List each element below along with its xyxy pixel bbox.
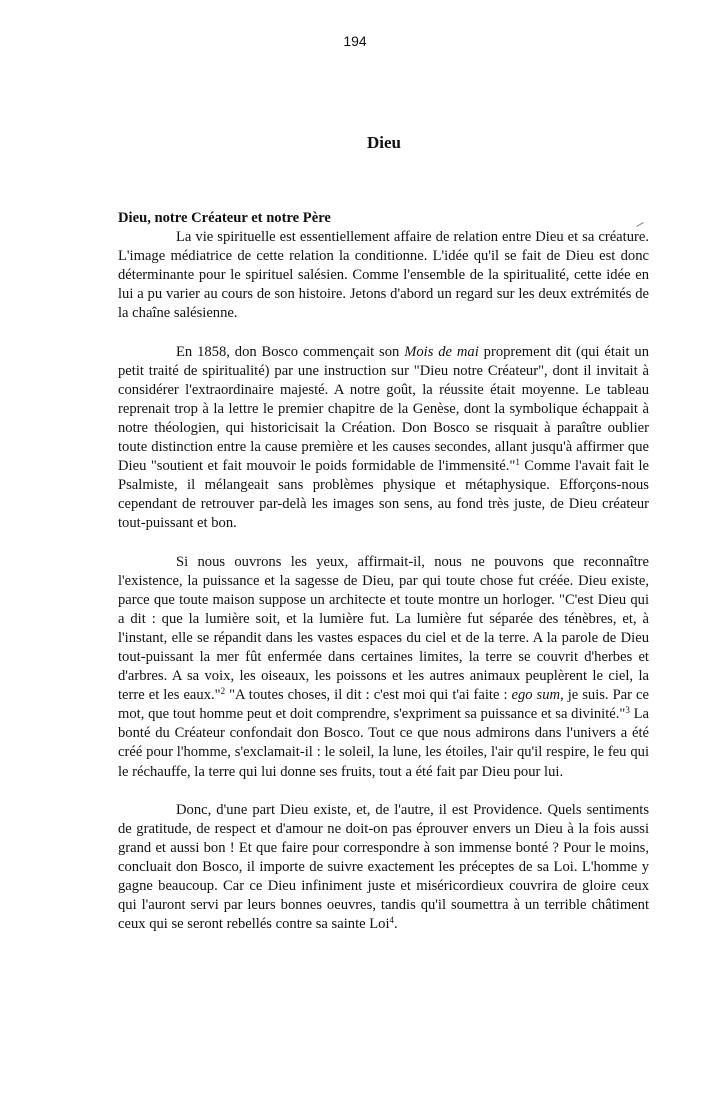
text-run: Si nous ouvrons les yeux, affirmait-il, nous ne pouvons que reconnaître l'existence, la puissance et la sagesse de Dieu, par qui toute chose fut créée. Dieu existe, parce que toute maison suppose un architecte et toute montre un horloger. "C'est Dieu qui a dit : que la lumière soit, et la lumière fut. La lumière fut séparée des ténèbres, et, à l'instant, elle se répandit dans les vastes espaces du ciel et de la terre. A la parole de Dieu tout-puissant la mer fût enfermée dans certaines limites, la terre se couvrit d'herbes et d'arbres. A sa voix, les oiseaux, les poissons et les autres animaux peuplèrent le ciel, la terre et les eaux." [118,553,649,704]
text-run: La vie spirituelle est essentiellement affaire de relation entre Dieu et sa créature. L'image médiatrice de cette relation la conditionne. L'idée qu'il se fait de Dieu est donc déterminante pour le spirituel salésien. Comme l'ensemble de la spiritualité, cette idée en lui a pu varier au cours de son histoire. Jetons d'abord un regard sur les deux extrémités de la chaîne salésienne. [118,229,649,322]
footnote-ref: 3 [625,705,630,716]
footnote-ref: 1 [515,457,520,468]
footnote-ref: 2 [220,686,226,697]
text-run: En 1858, don Bosco commençait son [176,343,405,360]
italic-text: ego sum [511,687,561,704]
text-run: Donc, d'une part Dieu existe, et, de l'autre, il est Providence. Quels sentiments de gratitude, de respect et d'amour ne doit-on pas éprouver envers un Dieu à la fois aussi grand et aussi bon ! Et que faire pour correspondre à son immense bonté ? Pour le moins, concluait don Bosco, il importe de suivre exactement les préceptes de sa Loi. L'homme y gagne beaucoup. Car ce Dieu infiniment juste et miséricordieux couvrira de gloire ceux qui l'auront servi par leurs bonnes oeuvres, tandis qu'il soumettra à un terrible châtiment ceux qui se seront rebellés contre sa sainte Loi [118,801,649,933]
chapter-title: Dieu [367,133,401,152]
page-number: 194 [343,33,367,49]
text-run: , je suis. Par ce mot, que tout homme peut et doit comprendre, s'expriment sa puissance et sa divinité." [118,687,649,723]
footnote-ref: 4 [389,915,395,926]
body-text [118,209,649,934]
text-run: Comme l'avait fait le Psalmiste, il mélangeait sans problèmes physique et métaphysique. Efforçons-nous cependant de retrouver par-delà les images son sens, au fond très juste, de Dieu créateur tout-puissant et bon. [118,458,649,532]
italic-text: Mois de mai [404,343,479,360]
text-run: . [394,916,398,933]
section-heading: Dieu, notre Créateur et notre Père [118,210,331,226]
paragraph [118,801,649,935]
text-run: "A toutes choses, il dit : c'est moi qui t'ai faite : [225,687,512,704]
paragraph [118,553,649,782]
paragraph [118,343,649,534]
paragraph [118,228,649,323]
text-run: proprement dit (qui était un petit traité de spiritualité) par une instruction sur "Dieu notre Créateur", dont il invitait à considérer l'extraordinaire majesté. A notre goût, la réussite était moyenne. Le tableau reprenait trop à la lettre le premier chapitre de la Genèse, dont la symbolique échappait à notre théologien, qui historicisait la Création. Don Bosco se risquait à paraître oublier toute distinction entre la cause première et les causes secondes, allant jusqu'à affirmer que Dieu "soutient et fait mouvoir le poids formidable de l'immensité." [118,343,650,475]
text-run: La bonté du Créateur confondait don Bosco. Tout ce que nous admirons dans l'univers a été créé pour l'homme, s'exclamait-il : le soleil, la lune, les étoiles, l'air qu'il respire, le feu qui le réchauffe, la terre qui lui donne ses fruits, tout a été fait par Dieu pour lui. [118,706,649,780]
paragraphs [118,228,649,934]
